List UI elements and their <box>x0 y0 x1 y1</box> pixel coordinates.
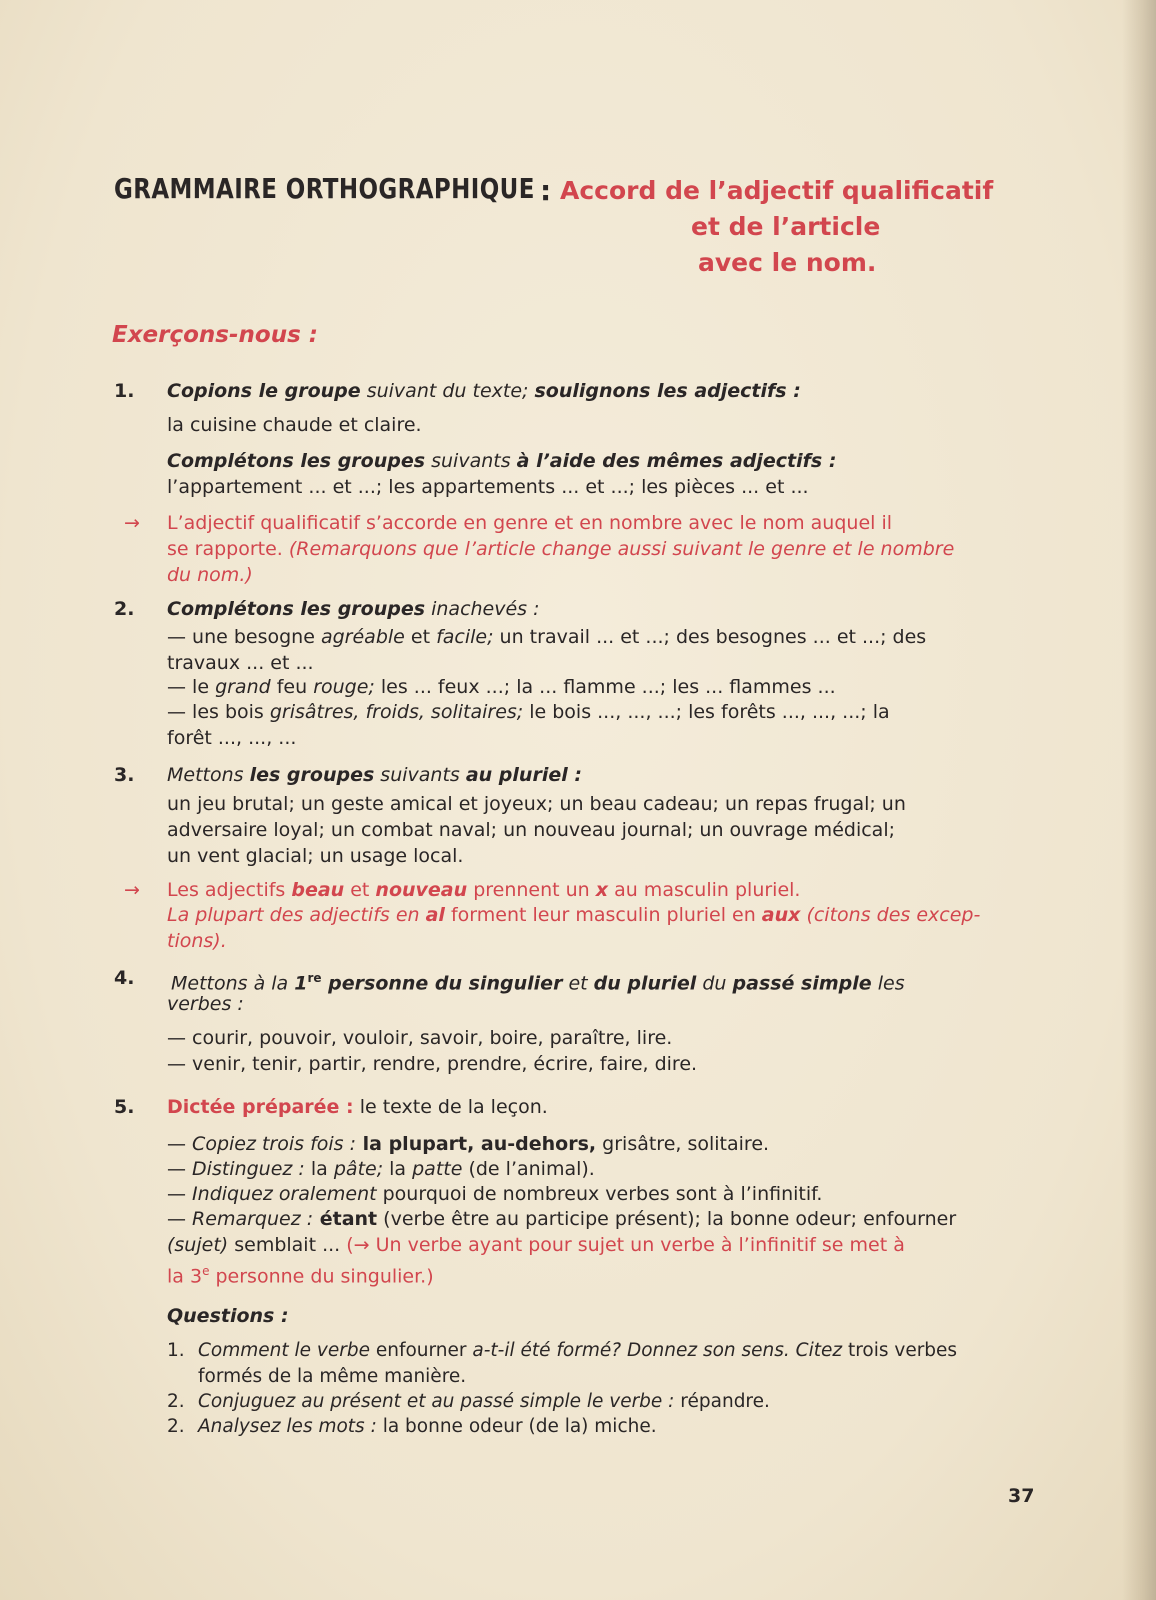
question-1-line-2: formés de la même manière. <box>198 1366 467 1387</box>
question-1-number: 1. <box>167 1340 185 1361</box>
exercise-5-heading: Dictée préparée : le texte de la leçon. <box>167 1096 548 1118</box>
question-3-text: Analysez les mots : la bonne odeur (de la) miche. <box>198 1416 657 1437</box>
exercise-3-rule-line-3: tions). <box>167 930 227 952</box>
page-edge-shadow <box>1122 0 1156 1600</box>
exercise-2-instruction: Complétons les groupes inachevés : <box>167 598 540 620</box>
question-2-text: Conjuguez au présent et au passé simple le verbe : répandre. <box>198 1391 770 1412</box>
exercise-1-instruction: Copions le groupe suivant du texte; soulignons les adjectifs : <box>167 380 801 402</box>
exercise-3-rule-line-2: La plupart des adjectifs en al forment leur masculin pluriel en aux (citons des excep- <box>167 904 981 926</box>
exercise-5-line-2: — Distinguez : la pâte; la patte (de l’animal). <box>167 1158 595 1180</box>
exercise-4-instruction-2: verbes : <box>167 993 244 1015</box>
exercise-3-rule-line-1: Les adjectifs beau et nouveau prennent un x au masculin pluriel. <box>167 879 801 901</box>
heading-colon: : <box>540 174 552 207</box>
exercise-3-line-3: un vent glacial; un usage local. <box>167 845 464 867</box>
exercise-1-items: l’appartement ... et ...; les appartements ... et ...; les pièces ... et ... <box>167 476 809 498</box>
exercise-4-line-1: — courir, pouvoir, vouloir, savoir, boire, paraître, lire. <box>167 1027 673 1049</box>
exercise-3-line-1: un jeu brutal; un geste amical et joyeux; un beau cadeau; un repas frugal; un <box>167 793 906 815</box>
page-number: 37 <box>1008 1485 1035 1507</box>
exercise-5-number: 5. <box>114 1096 135 1118</box>
exercise-1-number: 1. <box>114 380 135 402</box>
exercise-4-instruction: Mettons à la 1re personne du singulier et du pluriel du passé simple les <box>171 971 905 995</box>
rule-arrow-icon: → <box>124 879 140 901</box>
exercise-4-line-2: — venir, tenir, partir, rendre, prendre, écrire, faire, dire. <box>167 1053 698 1075</box>
heading-topic-line-3: avec le nom. <box>698 248 877 277</box>
exercise-5-line-1: — Copiez trois fois : la plupart, au-dehors, grisâtre, solitaire. <box>167 1133 770 1155</box>
exercise-1-rule-line-1: L’adjectif qualificatif s’accorde en genre et en nombre avec le nom auquel il <box>167 512 893 534</box>
exercise-3-instruction: Mettons les groupes suivants au pluriel : <box>167 764 582 786</box>
exercise-1-text: la cuisine chaude et claire. <box>167 414 422 436</box>
exercise-1-rule-line-2: se rapporte. (Remarquons que l’article change aussi suivant le genre et le nombre <box>167 538 955 560</box>
exercise-3-number: 3. <box>114 764 135 786</box>
exercise-1-instruction-2: Complétons les groupes suivants à l’aide des mêmes adjectifs : <box>167 450 837 472</box>
exercise-5-line-4: — Remarquez : étant (verbe être au participe présent); la bonne odeur; enfourner <box>167 1208 957 1230</box>
section-heading: GRAMMAIRE ORTHOGRAPHIQUE <box>114 172 535 205</box>
exercise-2-number: 2. <box>114 598 135 620</box>
exercise-2-line-5: forêt ..., ..., ... <box>167 727 297 749</box>
heading-topic-line-1: Accord de l’adjectif qualificatif <box>560 176 994 205</box>
exercise-4-number: 4. <box>114 967 135 989</box>
question-3-number: 2. <box>167 1416 185 1437</box>
question-1-line-1: Comment le verbe enfourner a-t-il été formé? Donnez son sens. Citez trois verbes <box>198 1340 958 1361</box>
exercise-5-line-6: la 3e personne du singulier.) <box>167 1264 434 1288</box>
exercise-3-line-2: adversaire loyal; un combat naval; un nouveau journal; un ouvrage médical; <box>167 819 895 841</box>
exercise-2-line-4: — les bois grisâtres, froids, solitaires; le bois ..., ..., ...; les forêts ..., ..., ...; la <box>167 701 890 723</box>
question-2-number: 2. <box>167 1391 185 1412</box>
exercise-2-line-2: travaux ... et ... <box>167 652 314 674</box>
exercise-1-rule-line-3: du nom.) <box>167 564 253 586</box>
heading-topic-line-2: et de l’article <box>691 212 881 241</box>
exercises-subtitle: Exerçons-nous : <box>112 322 318 348</box>
exercise-2-line-3: — le grand feu rouge; les ... feux ...; la ... flamme ...; les ... flammes ... <box>167 676 836 698</box>
exercise-5-line-5: (sujet) semblait ... (→ Un verbe ayant pour sujet un verbe à l’infinitif se met à <box>167 1234 905 1256</box>
questions-title: Questions : <box>167 1305 289 1327</box>
rule-arrow-icon: → <box>124 512 140 534</box>
exercise-2-line-1: — une besogne agréable et facile; un travail ... et ...; des besognes ... et ...; des <box>167 626 927 648</box>
exercise-5-line-3: — Indiquez oralement pourquoi de nombreux verbes sont à l’infinitif. <box>167 1183 823 1205</box>
